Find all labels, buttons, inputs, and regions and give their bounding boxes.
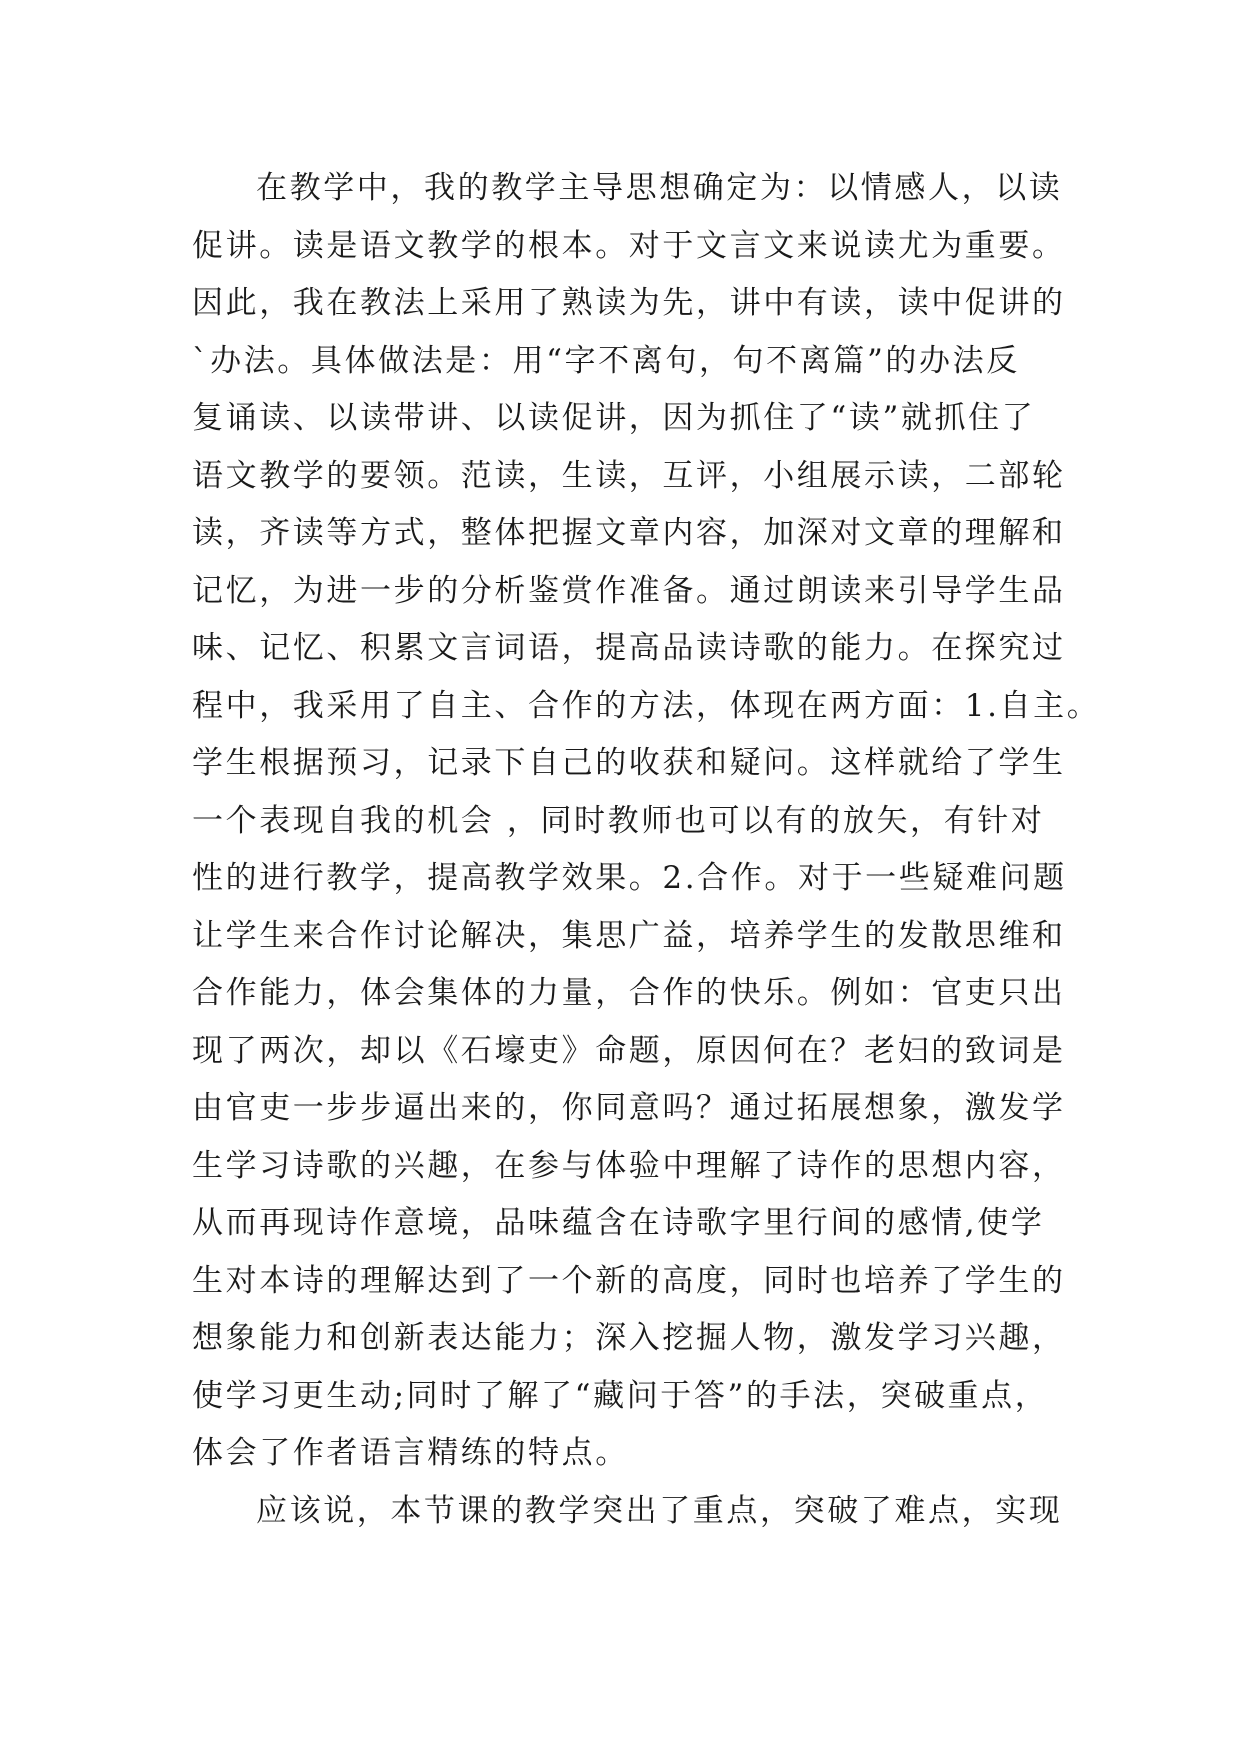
paragraph-1-line-21: 想象能力和创新表达能力；深入挖掘人物，激发学习兴趣，: [192, 1320, 1066, 1356]
paragraph-1-line-18: 生学习诗歌的兴趣，在参与体验中理解了诗作的思想内容，: [192, 1147, 1066, 1184]
paragraph-1-line-22: 使学习更生动;同时了解了“藏问于答”的手法，突破重点，: [192, 1377, 1049, 1414]
paragraph-1-line-9: 味、记忆、积累文言词语，提高品读诗歌的能力。在探究过: [192, 630, 1066, 666]
paragraph-1-line-6: 语文教学的要领。范读，生读，互评，小组展示读，二部轮: [192, 457, 1066, 494]
paragraph-1-line-1: 在教学中，我的教学主导思想确定为：以情感人，以读: [256, 170, 1063, 206]
body-text: [192, 160, 1101, 1540]
paragraph-1-line-13: 性的进行教学，提高教学效果。2.合作。对于一些疑难问题: [192, 860, 1067, 896]
paragraph-1-line-19: 从而再现诗作意境，品味蕴含在诗歌字里行间的感情,使学: [192, 1205, 1045, 1241]
paragraph-1-line-11: 学生根据预习，记录下自己的收获和疑问。这样就给了学生: [192, 745, 1066, 781]
paragraph-1-line-3: 因此，我在教法上采用了熟读为先，讲中有读，读中促讲的: [192, 285, 1066, 321]
paragraph-1-line-14: 让学生来合作讨论解决，集思广益，培养学生的发散思维和: [192, 917, 1066, 954]
paragraph-1-line-17: 由官吏一步步逼出来的，你同意吗？通过拓展想象，激发学: [192, 1090, 1066, 1126]
paragraph-1-line-15: 合作能力，体会集体的力量，合作的快乐。例如：官吏只出: [192, 975, 1066, 1011]
paragraph-1-line-7: 读，齐读等方式，整体把握文章内容，加深对文章的理解和: [192, 515, 1066, 551]
paragraph-1-line-16: 现了两次，却以《石壕吏》命题，原因何在？老妇的致词是: [192, 1032, 1066, 1069]
paragraph-1-line-4: `办法。具体做法是：用“字不离句，句不离篇”的办法反: [192, 342, 1020, 379]
paragraph-1-line-10: 程中，我采用了自主、合作的方法，体现在两方面：1.自主。: [192, 687, 1101, 724]
paragraph-2-line-1: 应该说，本节课的教学突出了重点，突破了难点，实现: [256, 1492, 1063, 1529]
paragraph-1-line-20: 生对本诗的理解达到了一个新的高度，同时也培养了学生的: [192, 1262, 1066, 1299]
paragraph-1-line-12: 一个表现自我的机会 ，同时教师也可以有的放矢，有针对: [192, 802, 1045, 839]
paragraph-1-line-23: 体会了作者语言精练的特点。: [192, 1435, 629, 1471]
paragraph-1-line-2: 促讲。读是语文教学的根本。对于文言文来说读尤为重要。: [192, 227, 1066, 264]
paragraph-1-line-8: 记忆，为进一步的分析鉴赏作准备。通过朗读来引导学生品: [192, 572, 1066, 609]
paragraph-1-line-5: 复诵读、以读带讲、以读促讲，因为抓住了“读”就抓住了: [192, 400, 1036, 436]
